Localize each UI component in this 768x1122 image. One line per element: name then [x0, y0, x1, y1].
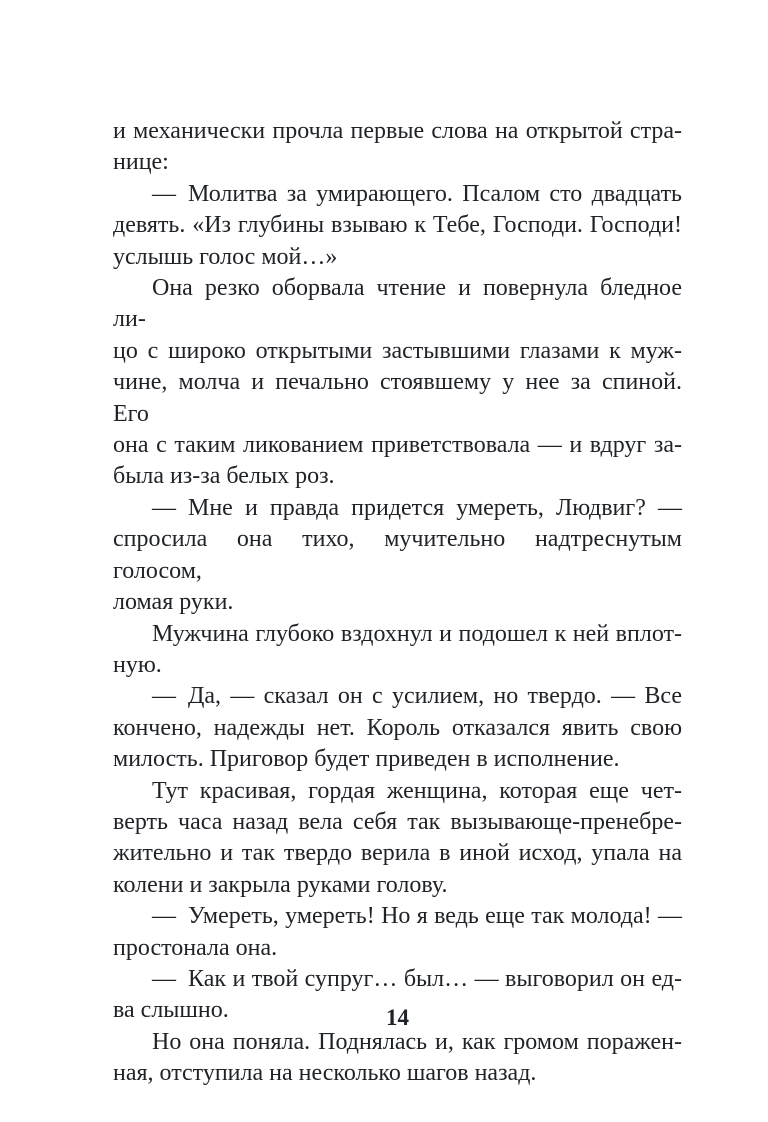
text-line: нице: — [113, 149, 169, 176]
text-line: Она резко оборвала чтение и повернула бледное ли- — [113, 275, 682, 333]
text-line: колени и закрыла руками голову. — [113, 871, 448, 898]
text-line: спросила она тихо, мучительно надтреснутым голосом, — [113, 526, 682, 584]
text-line: Мужчина глубоко вздохнул и подошел к ней вплот- — [152, 620, 682, 647]
paragraph — [113, 116, 682, 179]
text-line: — Умереть, умереть! Но я ведь еще так молода! — — [152, 903, 682, 930]
paragraph — [113, 273, 682, 493]
text-line: — Как и твой супруг… был… — выговорил он ед- — [152, 965, 682, 992]
text-line: простонала она. — [113, 934, 278, 961]
text-line: — Да, — сказал он с усилием, но твердо. — Все — [152, 683, 682, 710]
text-line: и механически прочла первые слова на открытой стра- — [113, 118, 682, 144]
text-line: ную. — [113, 651, 162, 678]
text-line: чине, молча и печально стоявшему у нее за спиной. Его — [113, 369, 682, 427]
page-number: 14 — [386, 1005, 409, 1030]
text-block — [113, 116, 682, 1090]
text-line: верть часа назад вела себя так вызывающе-пренебре- — [113, 808, 682, 835]
paragraph — [113, 776, 682, 902]
text-line: — Мне и правда придется умереть, Людвиг? — — [152, 494, 682, 521]
text-line: жительно и так твердо верила в иной исход, упала на — [113, 840, 682, 867]
paragraph — [113, 901, 682, 964]
text-line: Тут красивая, гордая женщина, которая еще чет- — [152, 777, 682, 804]
text-line: была из-за белых роз. — [113, 463, 335, 490]
text-line: девять. «Из глубины взываю к Тебе, Господи. Господи! — [113, 212, 682, 239]
text-line: ва слышно. — [113, 997, 229, 1024]
text-line: милость. Приговор будет приведен в исполнение. — [113, 746, 620, 773]
text-line: ная, отступила на несколько шагов назад. — [113, 1060, 537, 1087]
text-line: она с таким ликованием приветствовала — и вдруг за- — [113, 432, 682, 459]
text-line: — Молитва за умирающего. Псалом сто двадцать — [152, 180, 682, 207]
text-line: цо с широко открытыми застывшими глазами к муж- — [113, 337, 682, 364]
paragraph — [113, 619, 682, 682]
paragraph — [113, 493, 682, 619]
text-line: Но она поняла. Поднялась и, как громом поражен- — [152, 1028, 682, 1055]
text-line: ломая руки. — [113, 589, 234, 616]
text-line: кончено, надежды нет. Король отказался явить свою — [113, 714, 682, 741]
text-line: услышь голос мой…» — [113, 243, 338, 270]
paragraph — [113, 1027, 682, 1090]
paragraph — [113, 179, 682, 273]
paragraph — [113, 681, 682, 775]
